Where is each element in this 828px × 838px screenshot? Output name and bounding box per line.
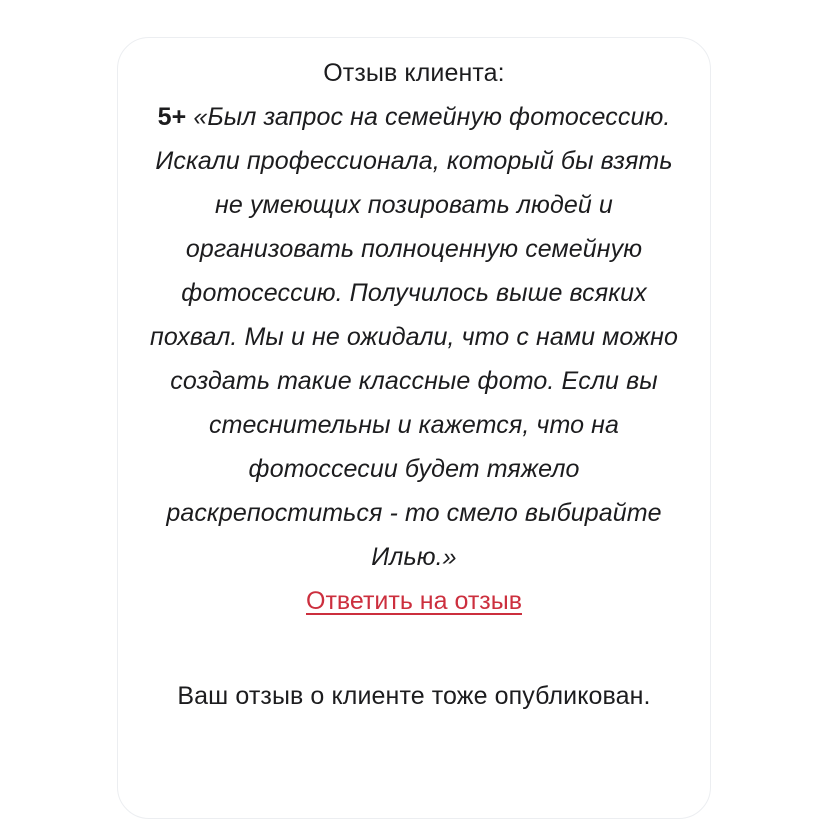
review-published-note: Ваш отзыв о клиенте тоже опубликован. <box>177 682 651 710</box>
review-rating: 5+ <box>157 103 187 131</box>
review-header: Отзыв клиента: <box>323 59 505 87</box>
review-card <box>117 37 711 819</box>
reply-row <box>140 579 688 627</box>
reply-to-review-link[interactable]: Ответить на отзыв <box>306 587 522 615</box>
review-body <box>140 95 688 579</box>
review-quote-text: «Был запрос на семейную фотосессию. Искали профессионала, который бы взять не умеющих позировать людей и организовать полноценную семейную фотосессию. Получилось выше всяких похвал. Мы и не ожидали, что с нами можно создать такие классные фото. Если вы стеснительны и кажется, что на фотоссесии будет тяжело раскрепоститься - то смело выбирайте Илью.» <box>149 103 679 571</box>
